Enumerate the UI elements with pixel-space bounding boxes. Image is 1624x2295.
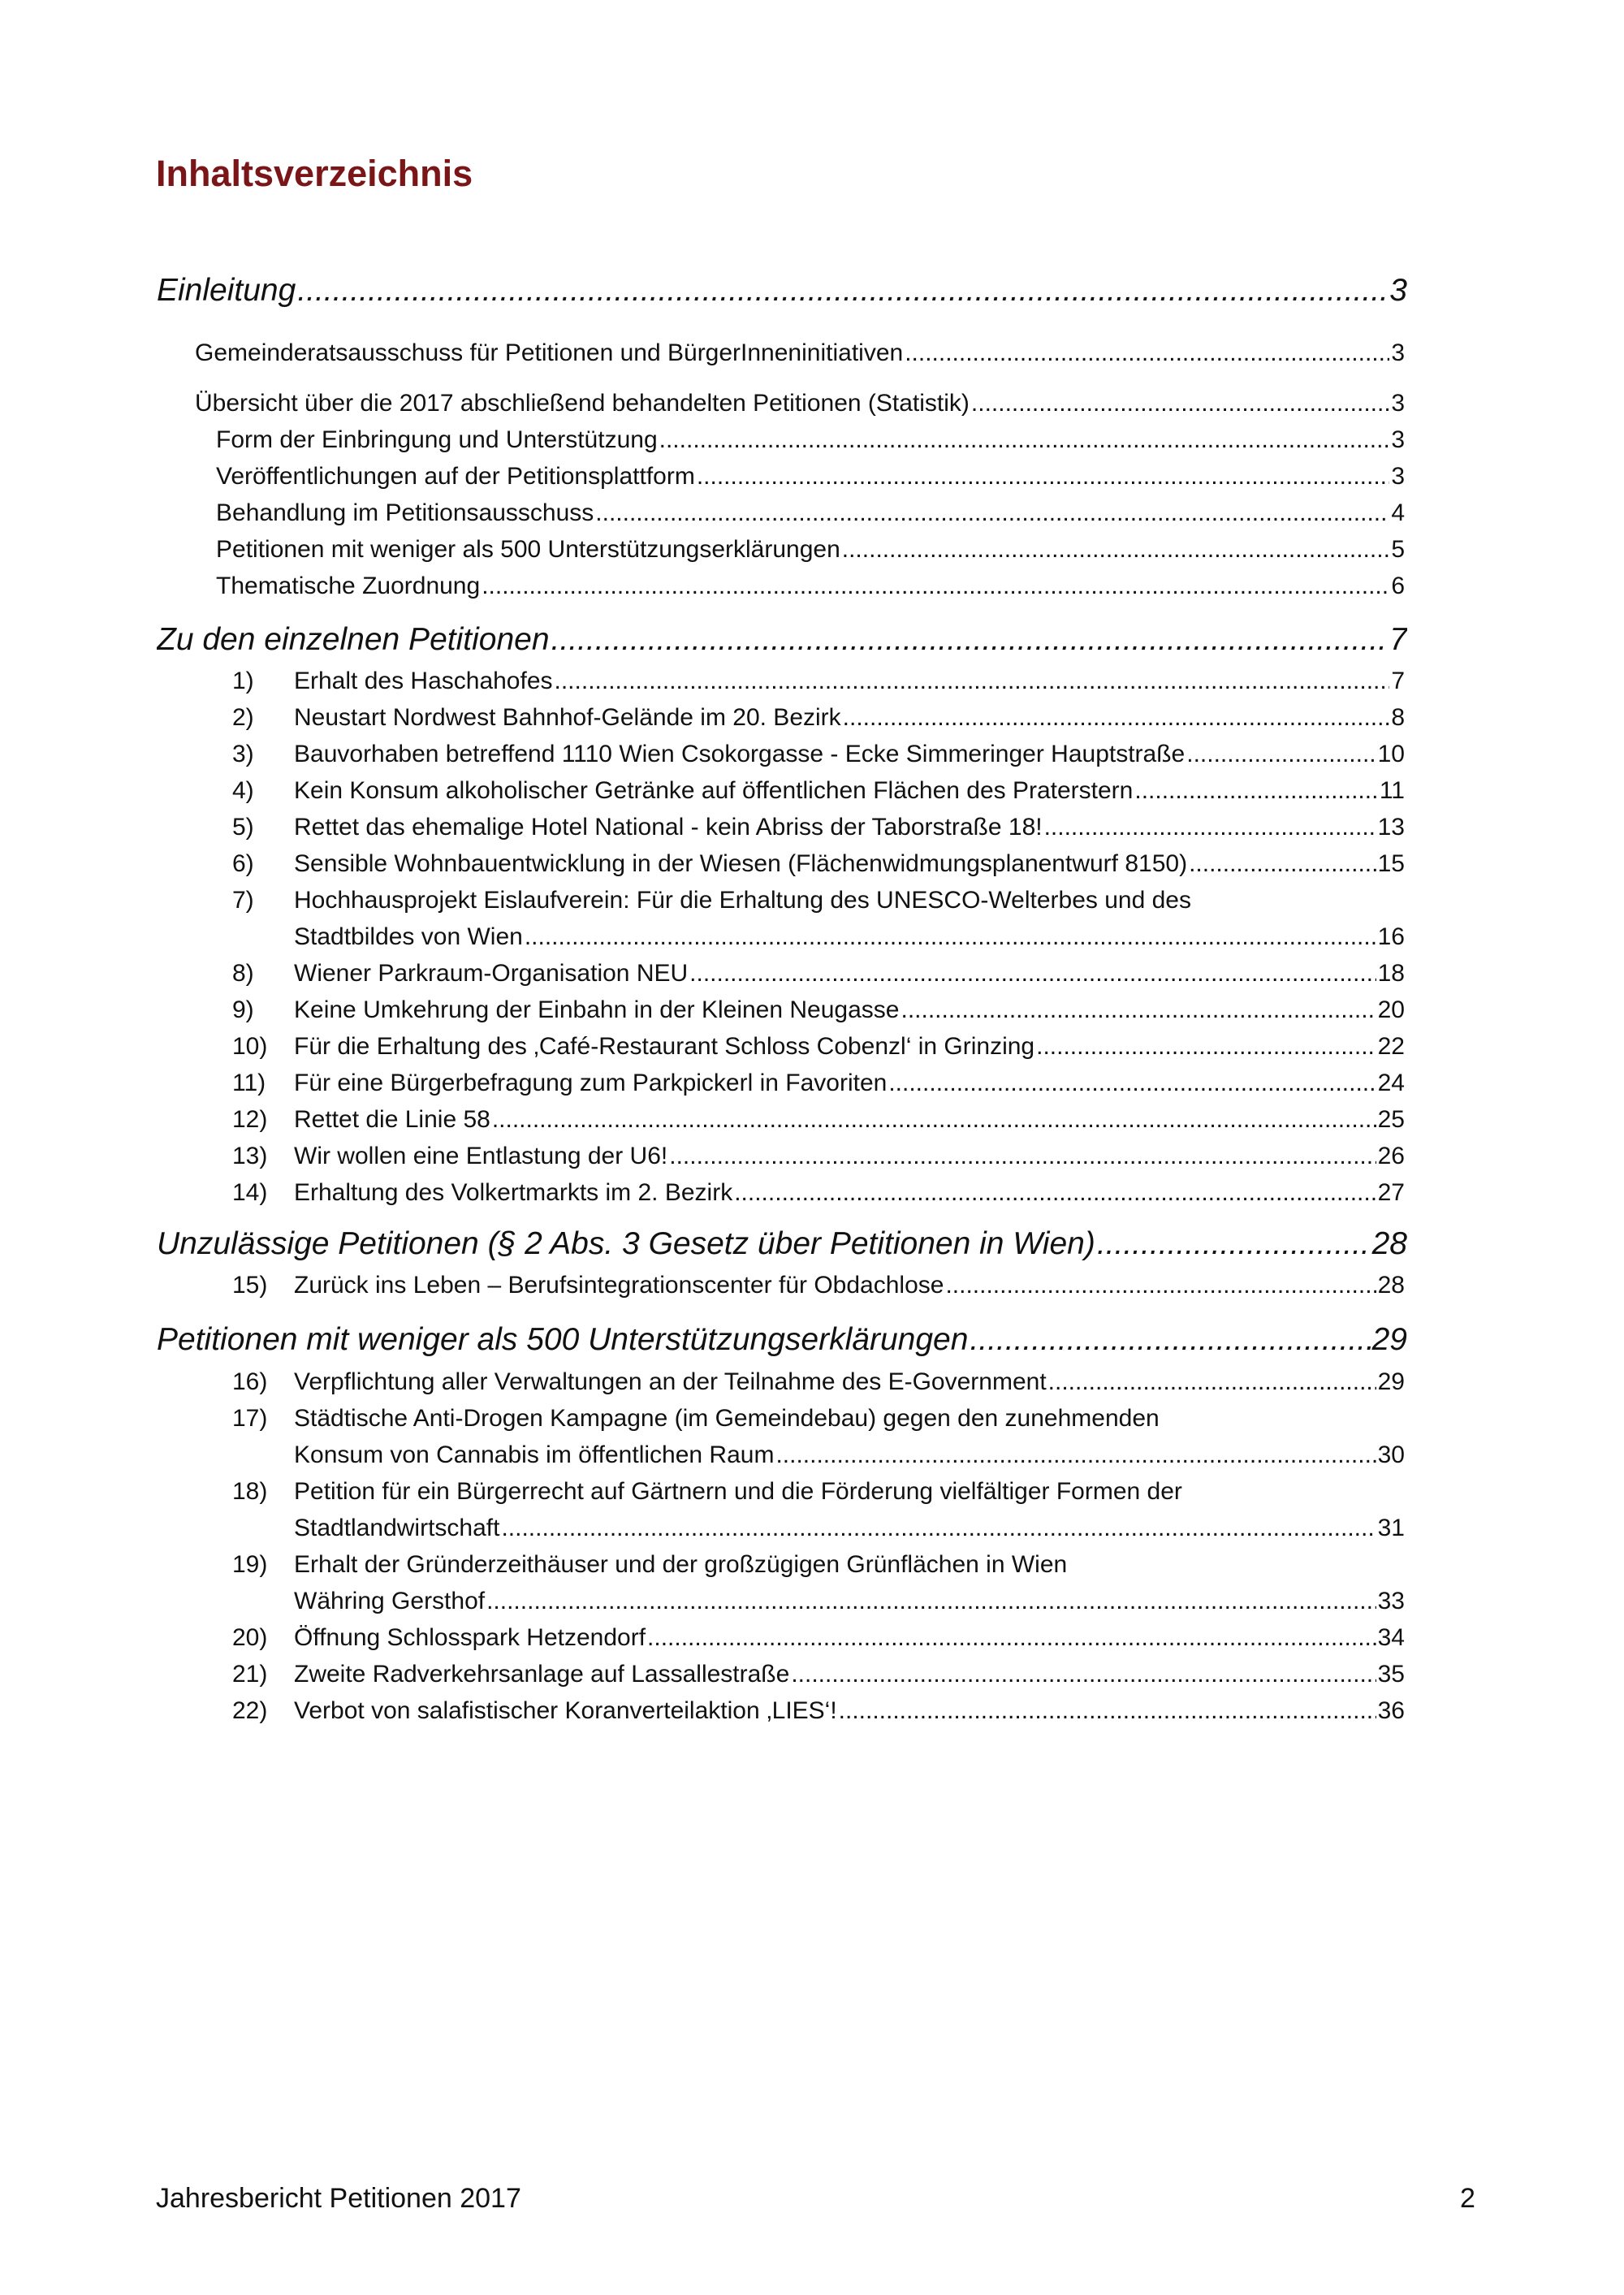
toc-item[interactable]: 7) Hochhausprojekt Eislaufverein: Für die Erhaltung des UNESCO-Welterbes und des [232, 887, 1191, 914]
toc-entry-weniger-500-sub[interactable]: Petitionen mit weniger als 500 Unterstützungserklärungen ..... 5 [216, 536, 1405, 564]
toc-item-continuation[interactable]: Stadtlandwirtschaft ..... 31 [294, 1515, 1405, 1542]
toc-entry-thematisch[interactable]: Thematische Zuordnung ..... 6 [216, 573, 1405, 600]
toc-entry-uebersicht[interactable]: Übersicht über die 2017 abschließend behandelten Petitionen (Statistik) ..... 3 [195, 390, 1405, 417]
footer-page-number: 2 [1460, 2183, 1475, 2214]
toc-item[interactable]: 20) Öffnung Schlosspark Hetzendorf ..... 34 [232, 1624, 1405, 1652]
toc-item[interactable]: 4) Kein Konsum alkoholischer Getränke auf öffentlichen Flächen des Praterstern ..... 11 [232, 777, 1405, 805]
toc-item[interactable]: 12) Rettet die Linie 58 ..... 25 [232, 1106, 1405, 1134]
toc-entry-form[interactable]: Form der Einbringung und Unterstützung ..... 3 [216, 426, 1405, 454]
toc-entry-unzulaessige-petitionen[interactable]: Unzulässige Petitionen (§ 2 Abs. 3 Gesetz über Petitionen in Wien) ..... 28 [157, 1226, 1407, 1262]
toc-item[interactable]: 21) Zweite Radverkehrsanlage auf Lassallestraße ..... 35 [232, 1661, 1405, 1688]
toc-item[interactable]: 14) Erhaltung des Volkertmarkts im 2. Bezirk ..... 27 [232, 1179, 1405, 1207]
toc-item[interactable]: 8) Wiener Parkraum-Organisation NEU ..... 18 [232, 960, 1405, 988]
toc-entry-veroeffentlichungen[interactable]: Veröffentlichungen auf der Petitionsplattform ..... 3 [216, 463, 1405, 491]
toc-item[interactable]: 15) Zurück ins Leben – Berufsintegrationscenter für Obdachlose ..... 28 [232, 1272, 1405, 1299]
page-title: Inhaltsverzeichnis [156, 153, 473, 194]
toc-item[interactable]: 6) Sensible Wohnbauentwicklung in der Wiesen (Flächenwidmungsplanentwurf 8150) ..... 15 [232, 850, 1405, 878]
toc-entry-weniger-500[interactable]: Petitionen mit weniger als 500 Unterstützungserklärungen ..... 29 [157, 1322, 1407, 1358]
toc-item[interactable]: 2) Neustart Nordwest Bahnhof-Gelände im 20. Bezirk ..... 8 [232, 704, 1405, 732]
toc-item[interactable]: 3) Bauvorhaben betreffend 1110 Wien Csokorgasse - Ecke Simmeringer Hauptstraße ..... 10 [232, 741, 1405, 768]
toc-entry-einleitung[interactable]: Einleitung ..... 3 [157, 273, 1407, 309]
toc-item[interactable]: 19) Erhalt der Gründerzeithäuser und der großzügigen Grünflächen in Wien [232, 1551, 1068, 1578]
toc-item[interactable]: 11) Für eine Bürgerbefragung zum Parkpickerl in Favoriten ..... 24 [232, 1070, 1405, 1097]
toc-item-continuation[interactable]: Konsum von Cannabis im öffentlichen Raum ..... 30 [294, 1441, 1405, 1469]
toc-item-continuation[interactable]: Stadtbildes von Wien ..... 16 [294, 923, 1405, 951]
toc-item[interactable]: 1) Erhalt des Haschahofes ..... 7 [232, 668, 1405, 695]
toc-item[interactable]: 22) Verbot von salafistischer Koranverteilaktion ‚LIES‘! ..... 36 [232, 1697, 1405, 1725]
toc-item[interactable]: 9) Keine Umkehrung der Einbahn in der Kleinen Neugasse ..... 20 [232, 996, 1405, 1024]
toc-item[interactable]: 17) Städtische Anti-Drogen Kampagne (im Gemeindebau) gegen den zunehmenden [232, 1405, 1160, 1432]
toc-item[interactable]: 5) Rettet das ehemalige Hotel National - kein Abriss der Taborstraße 18! ..... 13 [232, 814, 1405, 841]
toc-entry-einzelne-petitionen[interactable]: Zu den einzelnen Petitionen ..... 7 [157, 622, 1407, 658]
toc-item[interactable]: 10) Für die Erhaltung des ‚Café-Restaurant Schloss Cobenzl‘ in Grinzing ..... 22 [232, 1033, 1405, 1061]
toc-item[interactable]: 13) Wir wollen eine Entlastung der U6! ..... 26 [232, 1143, 1405, 1170]
toc-entry-behandlung[interactable]: Behandlung im Petitionsausschuss ..... 4 [216, 499, 1405, 527]
toc-item[interactable]: 18) Petition für ein Bürgerrecht auf Gärtnern und die Förderung vielfältiger Formen der [232, 1478, 1182, 1505]
toc-item[interactable]: 16) Verpflichtung aller Verwaltungen an der Teilnahme des E-Government ..... 29 [232, 1368, 1405, 1396]
footer-report-title: Jahresbericht Petitionen 2017 [156, 2183, 521, 2214]
toc-item-continuation[interactable]: Währing Gersthof ..... 33 [294, 1588, 1405, 1615]
toc-entry-gemeinderatsausschuss[interactable]: Gemeinderatsausschuss für Petitionen und BürgerInneninitiativen ..... 3 [195, 339, 1405, 367]
